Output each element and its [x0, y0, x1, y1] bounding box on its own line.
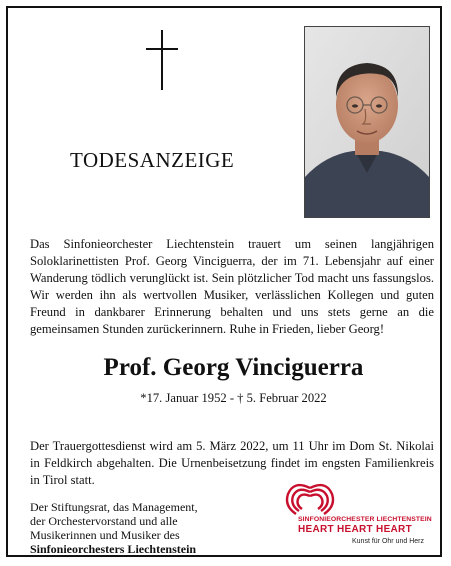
logo-slogan: Kunst für Ohr und Herz [352, 538, 424, 545]
notice-body: Das Sinfonieorchester Liechtenstein trauert um seinen langjährigen Soloklarinettisten Prof. Georg Vinciguerra, der im 71. Lebensjahr auf einer Wanderung tödlich verunglückt ist. Sein plötzlicher Tod macht uns fassungslos. Wir werden ihn als wertvollen Musiker, verlässlichen Kollegen und guten Freund in dankbarer Erinnerung behalten und uns stets gerne an die gemeinsamen Stunden zurückerinnern. Ruhe in Frieden, lieber Georg! [30, 237, 434, 336]
signers-line: der Orchestervorstand und alle [30, 514, 178, 528]
signers-line: Musikerinnen und Musiker des [30, 528, 180, 542]
notice-title: TODESANZEIGE [70, 148, 235, 172]
logo-org-name: SINFONIEORCHESTER LIECHTENSTEIN [298, 516, 432, 523]
signers-line: Der Stiftungsrat, das Management, [30, 500, 198, 514]
signers-block [30, 500, 270, 556]
life-dates: *17. Januar 1952 - † 5. Februar 2022 [140, 391, 327, 405]
logo-heart-text: HEART HEART HEART [298, 524, 412, 535]
portrait-photo [304, 26, 430, 218]
cross-icon [146, 30, 178, 90]
deceased-name: Prof. Georg Vinciguerra [103, 354, 364, 381]
orchestra-logo [278, 478, 443, 548]
service-info: Der Trauergottesdienst wird am 5. März 2022, um 11 Uhr im Dom St. Nikolai in Feldkirch abgehalten. Die Urnenbeisetzung findet im engsten Familienkreis in Tirol statt. [30, 439, 434, 487]
portrait-image [305, 27, 429, 217]
signers-org: Sinfonieorchesters Liechtenstein [30, 542, 197, 556]
obituary-frame [6, 6, 442, 557]
